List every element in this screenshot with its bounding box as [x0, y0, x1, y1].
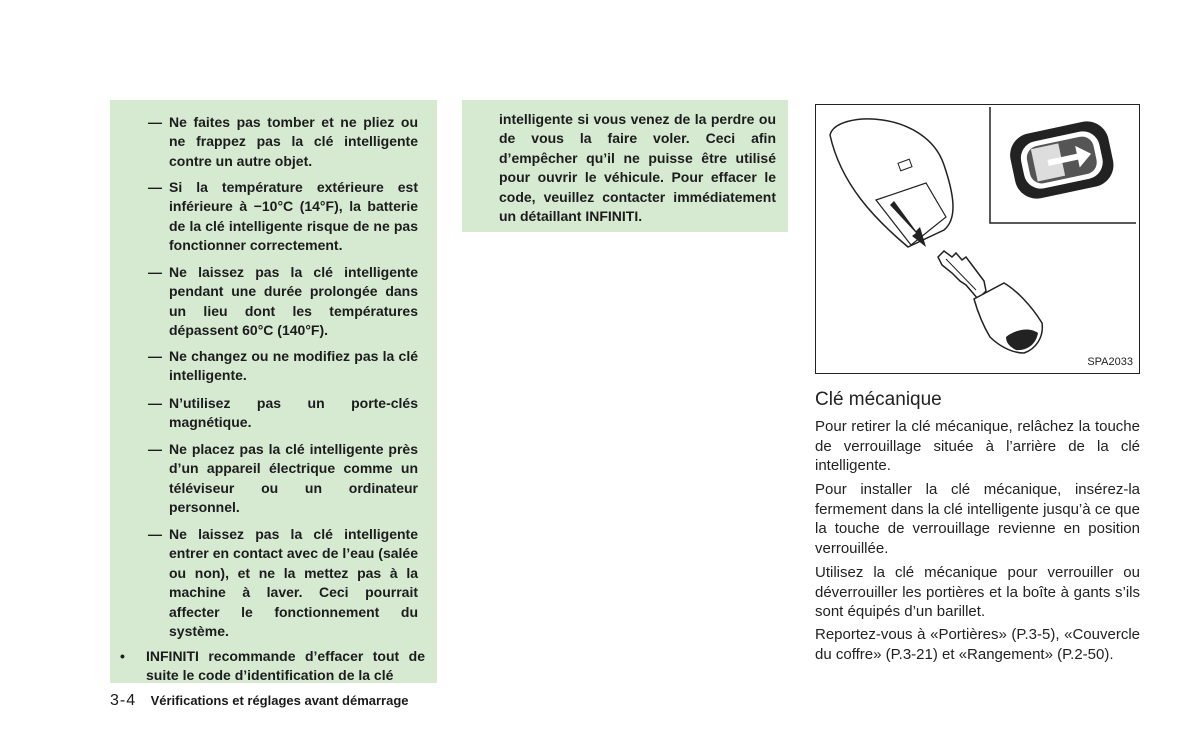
body-paragraph: Pour installer la clé mécanique, insérez-la fermement dans la clé intelligente jusqu’à ce que la touche de verrouillage revienne en position verrouillée. — [815, 481, 1140, 557]
warning-item — [148, 113, 418, 171]
page-number: 3-4 — [110, 692, 137, 709]
body-paragraph: Utilisez la clé mécanique pour verrouiller ou déverrouiller les portières et la boîte à gants s’ils sont équipés d’un barillet. — [815, 564, 1140, 621]
figure-label: SPA2033 — [1087, 356, 1133, 368]
warning-item-text: N’utilisez pas un porte-clés magnétique. — [169, 395, 418, 431]
mechanical-key-drawing — [816, 105, 1138, 372]
bullet-dot: • — [120, 648, 125, 664]
dash-marker: — — [148, 526, 162, 542]
recommendation-continued: intelligente si vous venez de la perdre ou de vous la faire voler. Ceci afin d’empêcher qu’il ne puisse être utilisé pour ouvrir le véhicule. Pour effacer le code, veuillez contacter immédiatement un détaillant INFINITI. — [499, 111, 776, 225]
dash-marker: — — [148, 114, 162, 130]
key-illustration — [815, 104, 1140, 374]
dash-marker: — — [148, 441, 162, 457]
warning-item — [148, 347, 418, 386]
warning-item — [148, 440, 418, 518]
warning-item — [148, 525, 418, 641]
warning-item-text: Ne placez pas la clé intelligente près d’un appareil électrique comme un téléviseur ou un ordinateur personnel. — [169, 441, 418, 516]
warning-item — [148, 394, 418, 433]
warning-item — [148, 178, 418, 256]
body-paragraph: Reportez-vous à «Portières» (P.3-5), «Couvercle du coffre» (P.3-21) et «Rangement» (P.2-50). — [815, 626, 1140, 663]
dash-marker: — — [148, 348, 162, 364]
warning-item — [148, 263, 418, 341]
warning-item-text: Ne changez ou ne modifiez pas la clé intelligente. — [169, 348, 418, 384]
warning-item-text: Ne laissez pas la clé intelligente pendant une durée prolongée dans un lieu dont les températures dépassent 60°C (140°F). — [169, 264, 418, 339]
dash-marker: — — [148, 395, 162, 411]
section-heading: Clé mécanique — [815, 389, 942, 410]
lock-button-detail — [1006, 117, 1118, 202]
chapter-title: Vérifications et réglages avant démarrage — [150, 693, 409, 708]
body-paragraph: Pour retirer la clé mécanique, relâchez la touche de verrouillage située à l’arrière de la clé intelligente. — [815, 418, 1140, 475]
recommendation-text: INFINITI recommande d’effacer tout de suite le code d’identification de la clé — [146, 648, 425, 684]
dash-marker: — — [148, 179, 162, 195]
warning-item-text: Ne laissez pas la clé intelligente entrer en contact avec de l’eau (salée ou non), et ne la mettez pas à la machine à laver. Ceci pourrait affecter le fonctionnement du système. — [169, 526, 418, 640]
key-fob-shape — [830, 119, 953, 247]
recommendation-bullet — [120, 647, 425, 686]
dash-marker: — — [148, 264, 162, 280]
warning-item-text: Si la température extérieure est inférieure à −10°C (14°F), la batterie de la clé intelligente risque de ne pas fonctionner correctement. — [169, 179, 418, 254]
page-footer — [110, 692, 409, 710]
warning-item-text: Ne faites pas tomber et ne pliez ou ne frappez pas la clé intelligente contre un autre objet. — [169, 114, 418, 169]
